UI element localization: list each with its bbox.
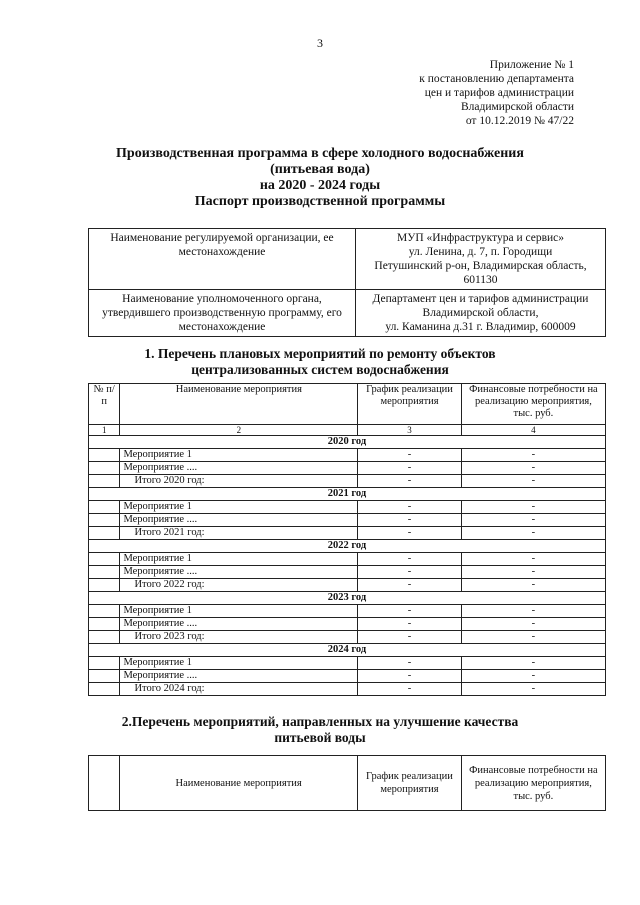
appendix-note (419, 58, 574, 128)
finance-value: - (461, 566, 605, 579)
passport-value-line: ул. Каманина д.31 г. Владимир, 600009 (385, 321, 576, 333)
finance-value: - (461, 475, 605, 488)
schedule-value: - (358, 683, 462, 696)
total-row (89, 579, 606, 592)
row-num (89, 449, 120, 462)
section-title-line: питьевой воды (274, 730, 366, 745)
row-num (89, 605, 120, 618)
quality-measures-table (88, 755, 606, 811)
passport-value (356, 229, 606, 290)
measure-name: Мероприятие 1 (120, 501, 358, 514)
table-header-row (89, 756, 606, 811)
row-num (89, 683, 120, 696)
passport-row (89, 229, 606, 290)
header-name: Наименование мероприятия (120, 384, 358, 425)
finance-value: - (461, 527, 605, 540)
row-num (89, 501, 120, 514)
measure-name: Мероприятие 1 (120, 553, 358, 566)
finance-value: - (461, 683, 605, 696)
total-row (89, 527, 606, 540)
row-num (89, 514, 120, 527)
passport-value-line: ул. Ленина, д. 7, п. Городищи (408, 246, 553, 258)
table-row (89, 566, 606, 579)
schedule-value: - (358, 605, 462, 618)
header-schedule: График реализации мероприятия (358, 756, 462, 811)
header-schedule: График реализации мероприятия (358, 384, 462, 425)
schedule-value: - (358, 566, 462, 579)
schedule-value: - (358, 618, 462, 631)
year-label: 2023 год (89, 592, 606, 605)
appendix-line: Владимирской области (460, 101, 574, 113)
schedule-value: - (358, 553, 462, 566)
measure-name: Мероприятие 1 (120, 605, 358, 618)
measure-name: Мероприятие .... (120, 618, 358, 631)
row-num (89, 631, 120, 644)
row-num (89, 657, 120, 670)
measure-name: Мероприятие 1 (120, 449, 358, 462)
table-row (89, 553, 606, 566)
year-label: 2020 год (89, 436, 606, 449)
year-label: 2024 год (89, 644, 606, 657)
total-label: Итого 2023 год: (120, 631, 358, 644)
appendix-line: цен и тарифов администрации (424, 87, 574, 99)
year-label: 2022 год (89, 540, 606, 553)
table-row (89, 657, 606, 670)
schedule-value: - (358, 527, 462, 540)
passport-value-line: МУП «Инфраструктура и сервис» (396, 232, 565, 244)
section-title-line: 2.Перечень мероприятий, направленных на улучшение качества (121, 714, 519, 729)
finance-value: - (461, 618, 605, 631)
row-num (89, 527, 120, 540)
total-label: Итого 2022 год: (120, 579, 358, 592)
page-number: 3 (317, 36, 323, 50)
finance-value: - (461, 553, 605, 566)
column-numbers-row (89, 425, 606, 436)
finance-value: - (461, 501, 605, 514)
schedule-value: - (358, 579, 462, 592)
passport-value-line: 601130 (463, 274, 498, 286)
appendix-line: Приложение № 1 (489, 59, 574, 71)
total-row (89, 631, 606, 644)
schedule-value: - (358, 514, 462, 527)
header-finance: Финансовые потребности на реализацию мероприятия, тыс. руб. (461, 384, 605, 425)
schedule-value: - (358, 670, 462, 683)
title-line: (питьевая вода) (270, 162, 370, 177)
row-num (89, 553, 120, 566)
appendix-line: от 10.12.2019 № 47/22 (465, 115, 574, 127)
finance-value: - (461, 514, 605, 527)
table-row (89, 501, 606, 514)
header-finance: Финансовые потребности на реализацию мероприятия, тыс. руб. (461, 756, 605, 811)
finance-value: - (461, 449, 605, 462)
measure-name: Мероприятие .... (120, 514, 358, 527)
total-row (89, 475, 606, 488)
row-num (89, 462, 120, 475)
header-num (89, 756, 120, 811)
passport-value-line: Петушинский р-он, Владимирская область, (374, 260, 587, 272)
passport-value-line: Департамент цен и тарифов администрации (372, 293, 589, 305)
schedule-value: - (358, 449, 462, 462)
year-row (89, 488, 606, 501)
table-row (89, 449, 606, 462)
col-number: 3 (358, 425, 462, 436)
finance-value: - (461, 579, 605, 592)
schedule-value: - (358, 462, 462, 475)
year-label: 2021 год (89, 488, 606, 501)
row-num (89, 670, 120, 683)
table-row (89, 514, 606, 527)
table-row (89, 618, 606, 631)
passport-table (88, 228, 606, 337)
total-label: Итого 2021 год: (120, 527, 358, 540)
finance-value: - (461, 670, 605, 683)
finance-value: - (461, 605, 605, 618)
section-title-line: централизованных систем водоснабжения (191, 362, 449, 377)
measure-name: Мероприятие .... (120, 566, 358, 579)
schedule-value: - (358, 475, 462, 488)
col-number: 1 (89, 425, 120, 436)
header-name: Наименование мероприятия (120, 756, 358, 811)
repair-measures-table (88, 383, 606, 696)
total-label: Итого 2024 год: (120, 683, 358, 696)
passport-value-line: Владимирской области, (422, 307, 539, 319)
row-num (89, 579, 120, 592)
schedule-value: - (358, 501, 462, 514)
finance-value: - (461, 631, 605, 644)
year-rows (89, 436, 606, 696)
row-num (89, 566, 120, 579)
header-num: № п/п (89, 384, 120, 425)
row-num (89, 618, 120, 631)
title-line: Паспорт производственной программы (194, 194, 446, 209)
title-line: Производственная программа в сфере холодного водоснабжения (116, 146, 524, 161)
col-number: 4 (461, 425, 605, 436)
year-row (89, 540, 606, 553)
schedule-value: - (358, 657, 462, 670)
table-header-row (89, 384, 606, 425)
year-row (89, 644, 606, 657)
passport-label: Наименование уполномоченного органа, утвердившего производственную программу, его местонахождение (89, 290, 356, 337)
finance-value: - (461, 462, 605, 475)
total-label: Итого 2020 год: (120, 475, 358, 488)
passport-label: Наименование регулируемой организации, ее местонахождение (89, 229, 356, 290)
measure-name: Мероприятие .... (120, 670, 358, 683)
measure-name: Мероприятие 1 (120, 657, 358, 670)
passport-row (89, 290, 606, 337)
schedule-value: - (358, 631, 462, 644)
finance-value: - (461, 657, 605, 670)
table-row (89, 605, 606, 618)
appendix-line: к постановлению департамента (419, 73, 574, 85)
document-title (0, 146, 640, 210)
passport-value (356, 290, 606, 337)
section-title-line: 1. Перечень плановых мероприятий по ремонту объектов (144, 346, 496, 361)
section1-title (0, 346, 640, 378)
col-number: 2 (120, 425, 358, 436)
title-line: на 2020 - 2024 годы (259, 178, 381, 193)
table-row (89, 670, 606, 683)
year-row (89, 592, 606, 605)
measure-name: Мероприятие .... (120, 462, 358, 475)
row-num (89, 475, 120, 488)
year-row (89, 436, 606, 449)
section2-title (0, 714, 640, 746)
table-row (89, 462, 606, 475)
total-row (89, 683, 606, 696)
